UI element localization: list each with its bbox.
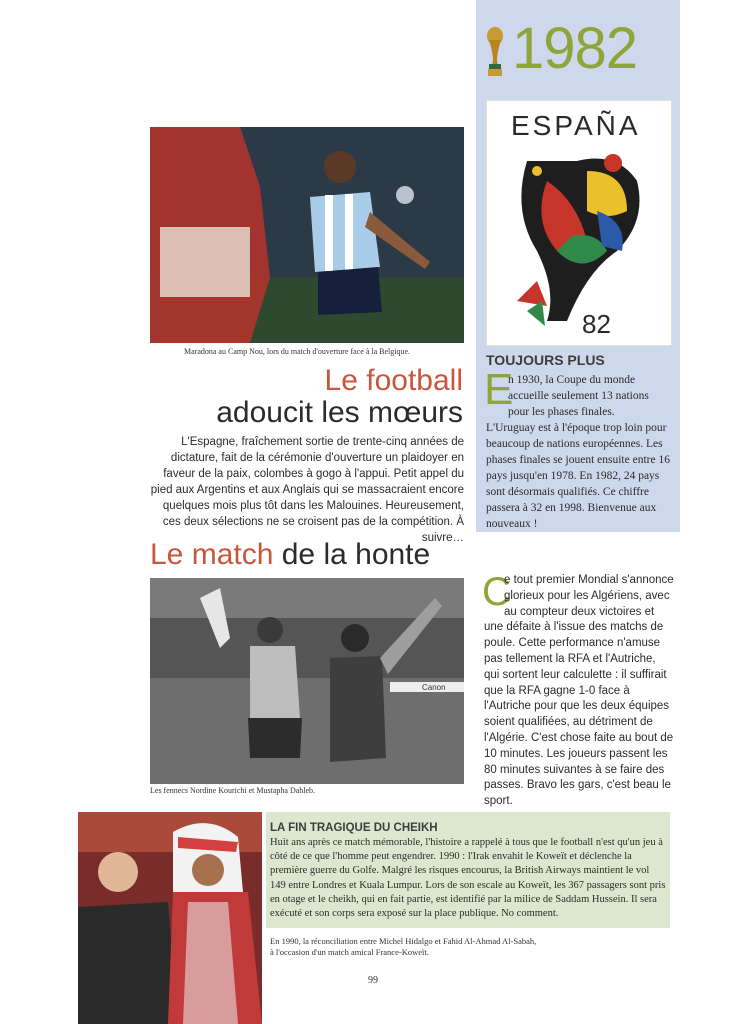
article2-body bbox=[482, 570, 674, 810]
sidebar-body-rest: L'Uruguay est à l'époque trop loin pour beaucoup de nations européennes. Les phases finales se jouent ensuite entre 16 pays jusqu'en 1978. En 1982, 24 pays sont désormais qualifiés. Ce chiffre passera à 32 en 1998. Bienvenue aux nouveaux ! bbox=[486, 422, 670, 530]
article2-line-1: e tout premier Mondial s'annonce bbox=[504, 574, 674, 586]
poster-year: 82 bbox=[582, 309, 611, 339]
article1-title-line2: adoucit les mœurs bbox=[216, 396, 463, 429]
poster-art bbox=[487, 101, 671, 345]
algeria-caption: Les fennecs Nordine Kourichi et Mustapha Dahleb. bbox=[150, 786, 316, 795]
article2-title-highlight: Le match bbox=[150, 538, 274, 571]
article2-line-2: glorieux pour les Algériens, avec bbox=[504, 589, 670, 602]
sidebar-line-3: pour les phases finales. bbox=[508, 406, 615, 418]
hidalgo-cheikh-photo bbox=[78, 812, 262, 1024]
world-cup-trophy-icon bbox=[484, 26, 506, 78]
article2-title-rest: de la honte bbox=[273, 538, 431, 571]
cheikh-caption-line1: En 1990, la réconciliation entre Michel Hidalgo et Fahid Al-Ahmad Al-Sabah, bbox=[270, 936, 537, 946]
page-number: 99 bbox=[368, 975, 378, 986]
article2-title bbox=[150, 535, 430, 575]
article2-dropcap: C bbox=[482, 570, 511, 614]
cheikh-caption-line2: à l'occasion d'un match amical France-Koweït. bbox=[270, 947, 429, 957]
article1-body: L'Espagne, fraîchement sortie de trente-cinq années de dictature, fait de la cérémonie d'ouverture un plaidoyer en faveur de la paix, colombes à gogo à l'appui. Petit appel du pied aux Argentins et aux Anglais qui se massacraient encore quelques mois plus tôt dans les Malouines. Heureusement, ces deux sélections ne se croisent pas de la compétition. À suivre… bbox=[150, 436, 464, 544]
sidebar-heading: TOUJOURS PLUS bbox=[486, 352, 605, 368]
espana-82-poster bbox=[486, 100, 672, 346]
stadium-banner-text: Canon bbox=[422, 683, 446, 692]
article1-title-line1: Le football bbox=[324, 364, 463, 397]
article2-body-rest: une défaite à l'issue des matchs de poule. Cette performance n'amuse pas tellement la RFA et l'Autriche, qui sortent leur calculette : il suffirait que la RFA gagne 1-0 face à l'Autriche pour que les deux équipes soient qualifiées, au détriment de l'Algérie. C'est chose faite au bout de 10 minutes. Les joueurs passent les 80 minutes suivantes à se faire des passes. Bravo les gars, c'est beau le sport. bbox=[484, 621, 674, 808]
algeria-players-photo bbox=[150, 578, 464, 784]
cheikh-box-title: LA FIN TRAGIQUE DU CHEIKH bbox=[270, 822, 438, 834]
cheikh-caption bbox=[270, 936, 670, 958]
sidebar-line-1: n 1930, la Coupe du monde bbox=[508, 374, 636, 386]
sidebar-dropcap: E bbox=[484, 365, 514, 414]
maradona-caption: Maradona au Camp Nou, lors du match d'ouverture face à la Belgique. bbox=[184, 347, 411, 356]
maradona-photo bbox=[150, 127, 464, 343]
article2-line-3: au compteur deux victoires et bbox=[504, 605, 655, 618]
poster-title: ESPAÑA bbox=[511, 110, 641, 141]
sidebar-line-2: accueille seulement 13 nations bbox=[508, 390, 649, 402]
cheikh-box-body: Huit ans après ce match mémorable, l'histoire a rappelé à tous que le football n'est qu'un jeu à côté de ce que l'homme peut engendrer. 1990 : l'Irak envahit le Koweït et déclenche la première guerre du Golfe. Malgré les risques encourus, la British Airways maintient le vol 149 entre Londres et Kuala Lumpur. Lors de son escale au Koweït, les 367 passagers sont pris en otage et le cheikh, qui en fait partie, est identifié par la milice de Saddam Hussein. Il sera exécuté et son corps sera exposé sur la place publique. No comment. bbox=[270, 837, 666, 920]
sidebar-body bbox=[486, 372, 676, 532]
year-title: 1982 bbox=[512, 16, 638, 81]
